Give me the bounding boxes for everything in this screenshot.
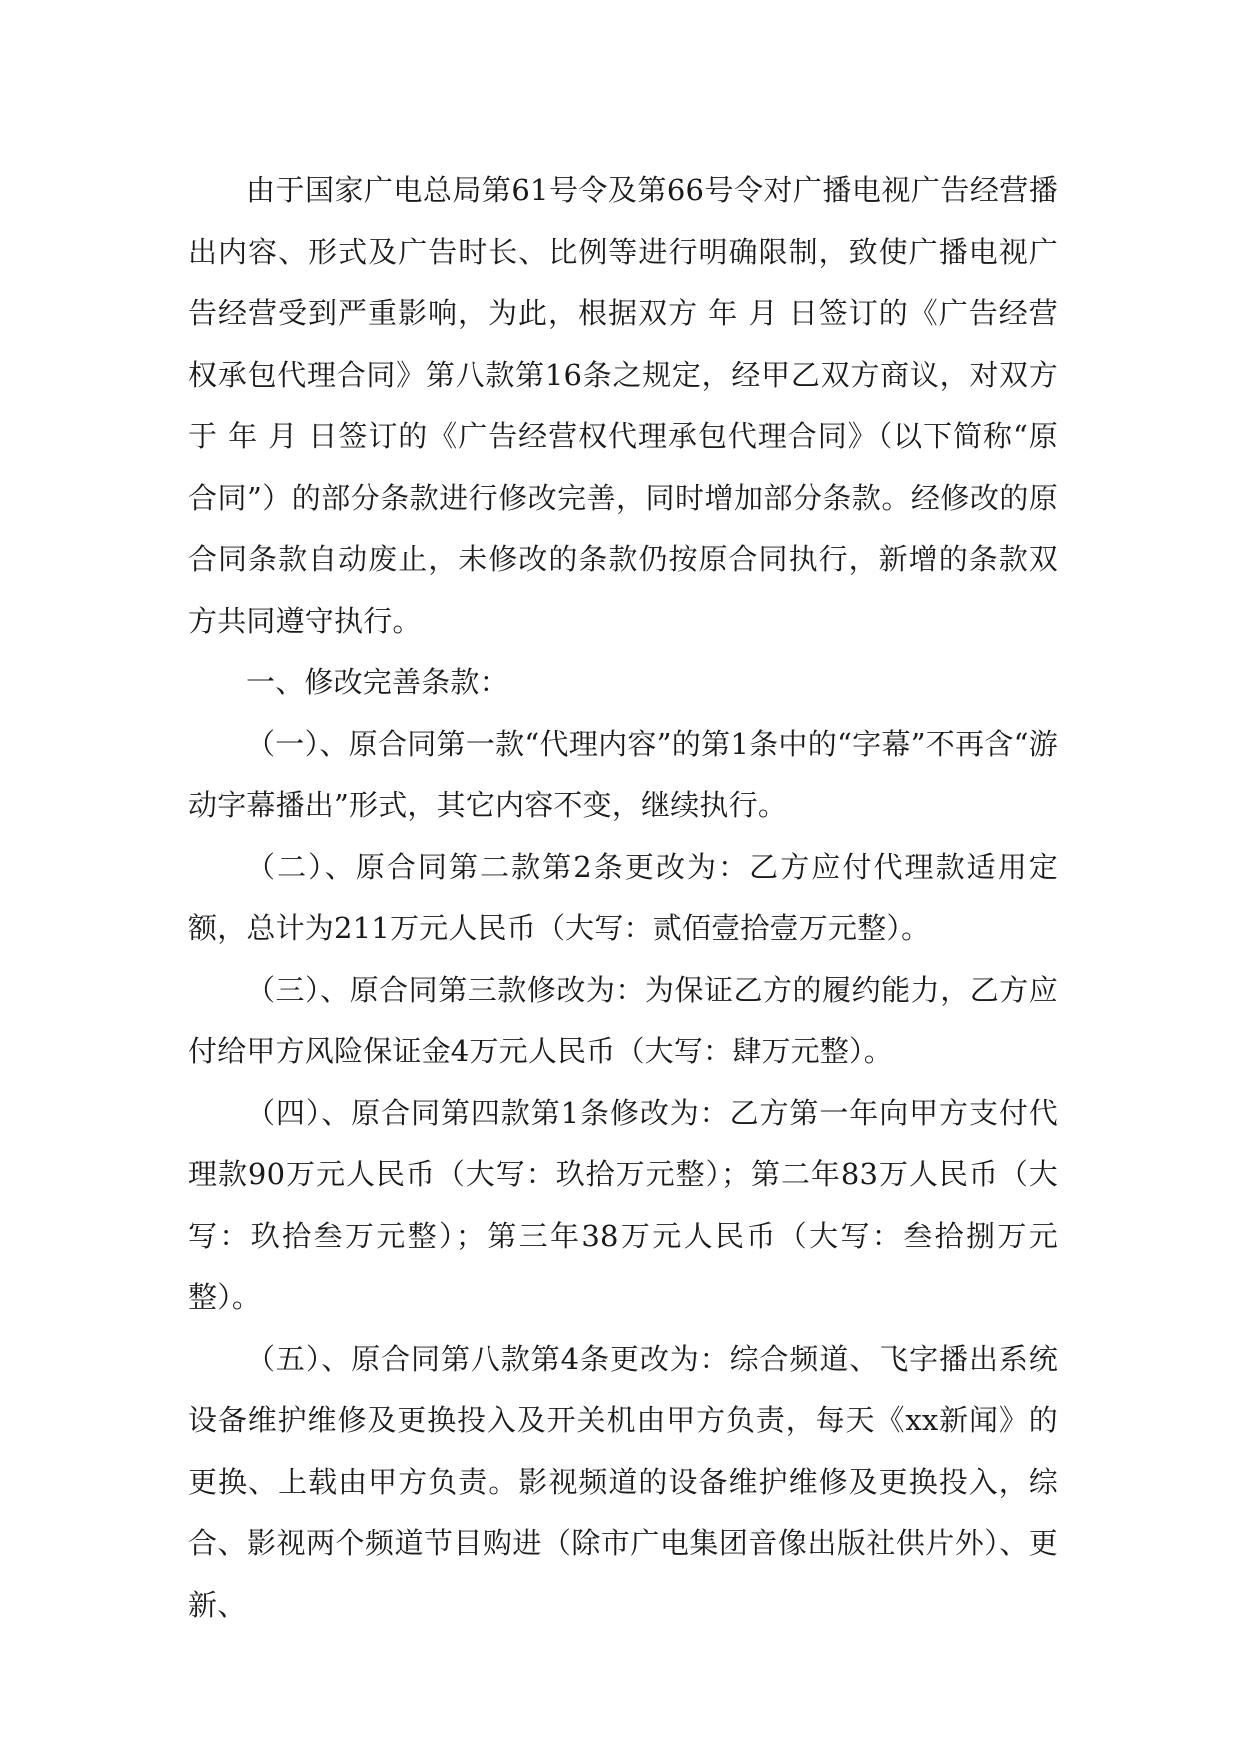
paragraph-clause-1: （一）、原合同第一款“代理内容”的第1条中的“字幕”不再含“游动字幕播出”形式，其它内容不变，继续执行。 <box>188 726 1058 822</box>
paragraph-clause-3: （三）、原合同第三款修改为：为保证乙方的履约能力，乙方应付给甲方风险保证金4万元人民币（大写：肆万元整）。 <box>188 972 1058 1068</box>
section-heading-amendments: 一、修改完善条款： <box>246 665 509 699</box>
paragraph-clause-4: （四）、原合同第四款第1条修改为：乙方第一年向甲方支付代理款90万元人民币（大写：玖拾万元整）；第二年83万人民币（大写：玖拾叁万元整）；第三年38万元人民币（大写：叁拾捌万元整）。 <box>188 1095 1058 1314</box>
paragraph-clause-2: （二）、原合同第二款第2条更改为：乙方应付代理款适用定额，总计为211万元人民币（大写：贰佰壹拾壹万元整）。 <box>188 849 1058 945</box>
paragraph-preamble: 由于国家广电总局第61号令及第66号令对广播电视广告经营播出内容、形式及广告时长、比例等进行明确限制，致使广播电视广告经营受到严重影响，为此，根据双方 年 月 日签订的《广告经营权承包代理合同》第八款第16条之规定，经甲乙双方商议，对双方于 年 月 日签订的《广告经营权代理承包代理合同》（以下简称“原合同”）的部分条款进行修改完善，同时增加部分条款。经修改的原合同条款自动废止，未修改的条款仍按原合同执行，新增的条款双方共同遵守执行。 <box>188 173 1058 638</box>
document-body <box>188 160 1058 1636</box>
paragraph-clause-5: （五）、原合同第八款第4条更改为：综合频道、飞字播出系统设备维护维修及更换投入及开关机由甲方负责，每天《xx新闻》的更换、上载由甲方负责。影视频道的设备维护维修及更换投入，综合、影视两个频道节目购进（除市广电集团音像出版社供片外）、更新、 <box>188 1341 1058 1622</box>
